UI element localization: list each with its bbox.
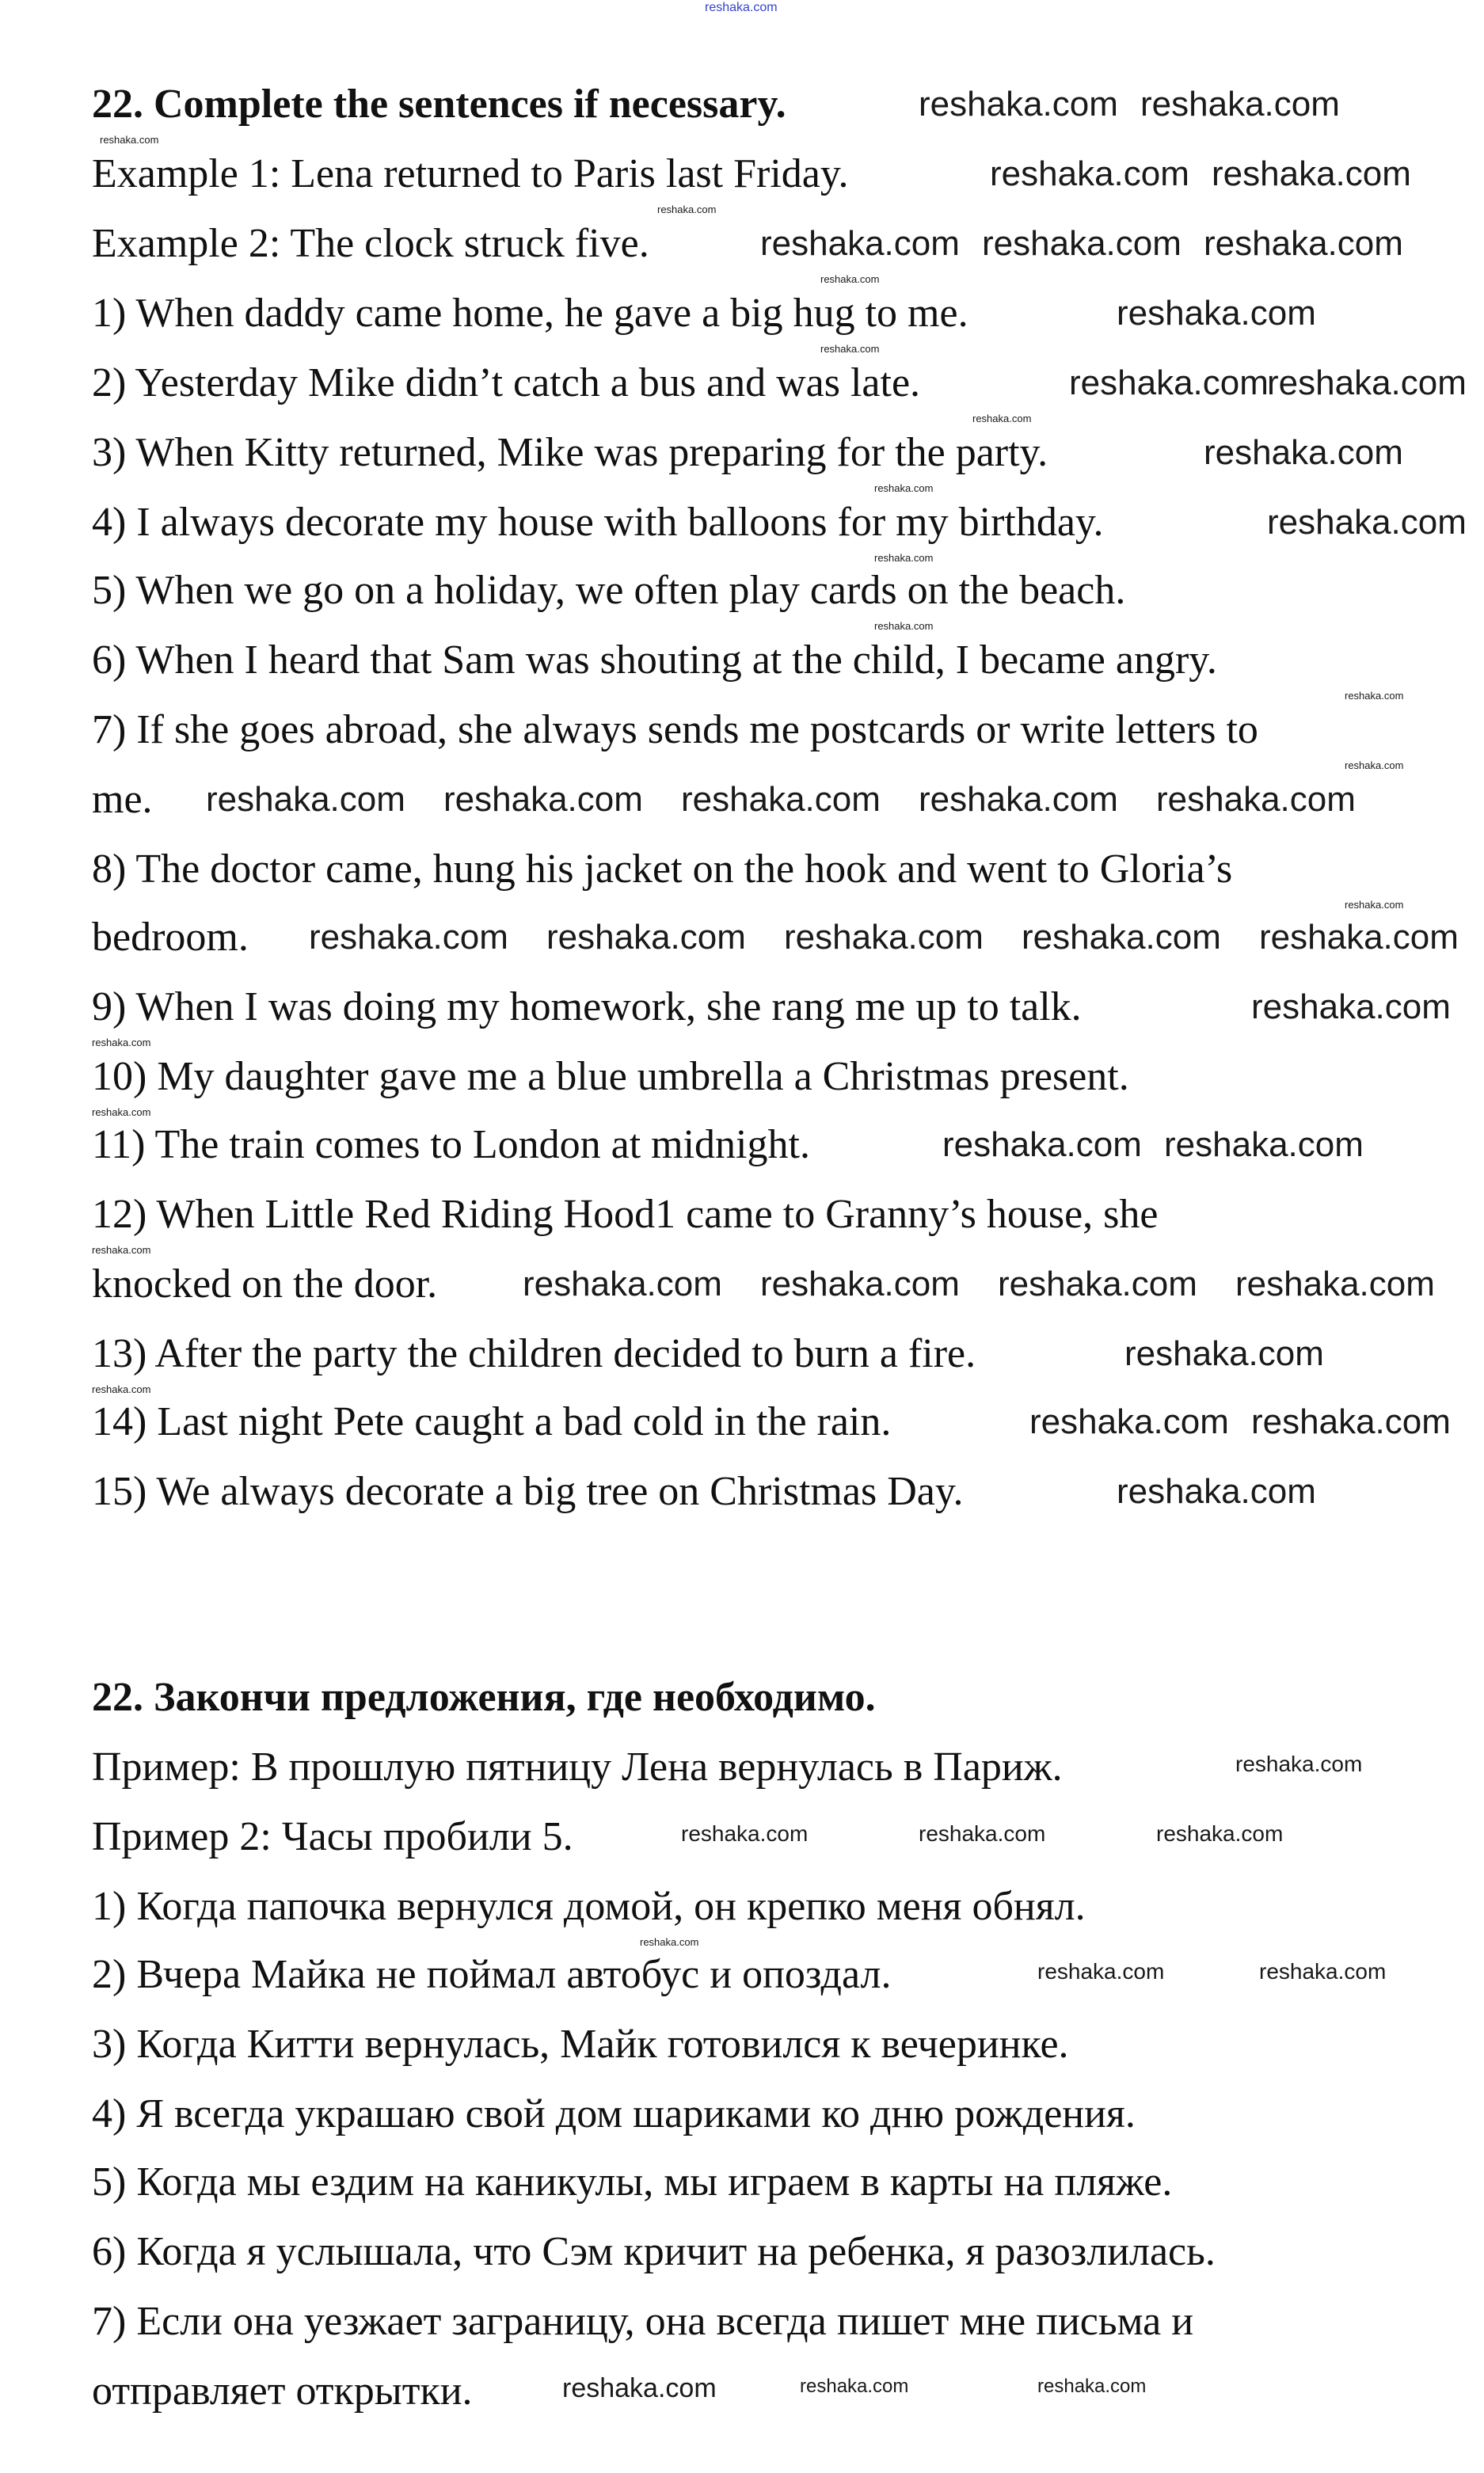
watermark: reshaka.com <box>1259 1959 1387 1984</box>
sentence: 4) Я всегда украшаю свой дом шариками ко дню рождения. <box>92 2091 1136 2136</box>
watermark: reshaka.com <box>681 780 881 819</box>
sentence: 7) If she goes abroad, she always sends me postcards or write letters to <box>92 707 1258 752</box>
watermark: reshaka.com <box>681 1821 809 1846</box>
watermark: reshaka.com <box>523 1265 722 1303</box>
sentence: me. <box>92 777 153 822</box>
sentence: 2) Вчера Майка не поймал автобус и опоздал. <box>92 1952 892 1997</box>
watermark: reshaka.com <box>546 918 746 957</box>
watermark: reshaka.com <box>874 552 934 564</box>
sentence: 11) The train comes to London at midnight. <box>92 1122 810 1167</box>
watermark: reshaka.com <box>1345 899 1404 911</box>
watermark: reshaka.com <box>1156 1821 1284 1846</box>
watermark: reshaka.com <box>919 780 1118 819</box>
sentence: 13) After the party the children decided to burn a fire. <box>92 1331 976 1376</box>
watermark: reshaka.com <box>562 2373 717 2403</box>
watermark: reshaka.com <box>657 204 717 215</box>
sentence: 3) Когда Китти вернулась, Майк готовился к вечеринке. <box>92 2022 1069 2067</box>
watermark: reshaka.com <box>206 780 405 819</box>
sentence: 5) When we go on a holiday, we often play cards on the beach. <box>92 568 1126 613</box>
watermark: reshaka.com <box>998 1265 1197 1303</box>
sentence: 1) Когда папочка вернулся домой, он крепко меня обнял. <box>92 1884 1086 1929</box>
watermark: reshaka.com <box>1037 1959 1165 1984</box>
sentence: 5) Когда мы ездим на каникулы, мы играем в карты на пляже. <box>92 2159 1173 2205</box>
watermark: reshaka.com <box>92 1037 151 1048</box>
watermark: reshaka.com <box>1204 224 1403 263</box>
watermark: reshaka.com <box>1117 294 1316 333</box>
watermark: reshaka.com <box>1267 503 1467 542</box>
sentence: Example 2: The clock struck five. <box>92 221 649 266</box>
watermark: reshaka.com <box>92 1244 151 1256</box>
watermark: reshaka.com <box>820 343 880 355</box>
watermark: reshaka.com <box>100 134 159 146</box>
watermark: reshaka.com <box>705 1 778 14</box>
watermark: reshaka.com <box>942 1125 1142 1164</box>
watermark: reshaka.com <box>443 780 643 819</box>
watermark: reshaka.com <box>1251 1402 1451 1441</box>
sentence: 3) When Kitty returned, Mike was preparing for the party. <box>92 430 1048 475</box>
watermark: reshaka.com <box>990 154 1189 193</box>
sentence: 7) Если она уезжает заграницу, она всегда пишет мне письма и <box>92 2299 1194 2344</box>
watermark: reshaka.com <box>760 1265 960 1303</box>
watermark: reshaka.com <box>1029 1402 1229 1441</box>
watermark: reshaka.com <box>1259 918 1459 957</box>
watermark: reshaka.com <box>1267 363 1467 402</box>
sentence: Пример 2: Часы пробили 5. <box>92 1814 573 1859</box>
watermark: reshaka.com <box>1204 433 1403 472</box>
exercise-title-en: 22. Complete the sentences if necessary. <box>92 82 786 127</box>
sentence: 1) When daddy came home, he gave a big hug to me. <box>92 291 968 336</box>
sentence: 14) Last night Pete caught a bad cold in the rain. <box>92 1399 892 1444</box>
watermark: reshaka.com <box>1345 690 1404 702</box>
sentence: bedroom. <box>92 915 249 960</box>
watermark: reshaka.com <box>1251 987 1451 1026</box>
watermark: reshaka.com <box>309 918 508 957</box>
watermark: reshaka.com <box>800 2376 909 2397</box>
watermark: reshaka.com <box>1164 1125 1364 1164</box>
watermark: reshaka.com <box>1156 780 1356 819</box>
watermark: reshaka.com <box>982 224 1181 263</box>
watermark: reshaka.com <box>820 273 880 285</box>
watermark: reshaka.com <box>1212 154 1411 193</box>
watermark: reshaka.com <box>1235 1752 1363 1776</box>
sentence: отправляет открытки. <box>92 2368 473 2414</box>
sentence: 12) When Little Red Riding Hood1 came to Granny’s house, she <box>92 1192 1159 1237</box>
sentence: Пример: В прошлую пятницу Лена вернулась в Париж. <box>92 1744 1063 1790</box>
watermark: reshaka.com <box>760 224 960 263</box>
watermark: reshaka.com <box>1117 1472 1316 1511</box>
watermark: reshaka.com <box>92 1383 151 1395</box>
watermark: reshaka.com <box>919 85 1118 124</box>
sentence: 4) I always decorate my house with balloons for my birthday. <box>92 500 1104 545</box>
sentence: Example 1: Lena returned to Paris last Friday. <box>92 151 849 196</box>
sentence: 6) When I heard that Sam was shouting at the child, I became angry. <box>92 637 1217 683</box>
sentence: knocked on the door. <box>92 1261 438 1307</box>
sentence: 2) Yesterday Mike didn’t catch a bus and was late. <box>92 360 921 405</box>
sentence: 15) We always decorate a big tree on Christmas Day. <box>92 1469 964 1514</box>
sentence: 9) When I was doing my homework, she rang me up to talk. <box>92 984 1082 1029</box>
exercise-title-ru: 22. Закончи предложения, где необходимо. <box>92 1675 876 1720</box>
watermark: reshaka.com <box>1069 363 1269 402</box>
watermark: reshaka.com <box>874 482 934 494</box>
sentence: 8) The doctor came, hung his jacket on the hook and went to Gloria’s <box>92 847 1233 892</box>
watermark: reshaka.com <box>1037 2376 1147 2397</box>
watermark: reshaka.com <box>784 918 984 957</box>
sentence: 6) Когда я услышала, что Сэм кричит на ребенка, я разозлилась. <box>92 2229 1216 2274</box>
watermark: reshaka.com <box>1140 85 1340 124</box>
sentence: 10) My daughter gave me a blue umbrella a Christmas present. <box>92 1054 1129 1099</box>
watermark: reshaka.com <box>874 620 934 632</box>
watermark: reshaka.com <box>92 1106 151 1118</box>
watermark: reshaka.com <box>640 1936 699 1948</box>
watermark: reshaka.com <box>1022 918 1221 957</box>
watermark: reshaka.com <box>1345 759 1404 771</box>
watermark: reshaka.com <box>972 413 1032 424</box>
watermark: reshaka.com <box>1124 1334 1324 1373</box>
watermark: reshaka.com <box>919 1821 1046 1846</box>
watermark: reshaka.com <box>1235 1265 1435 1303</box>
